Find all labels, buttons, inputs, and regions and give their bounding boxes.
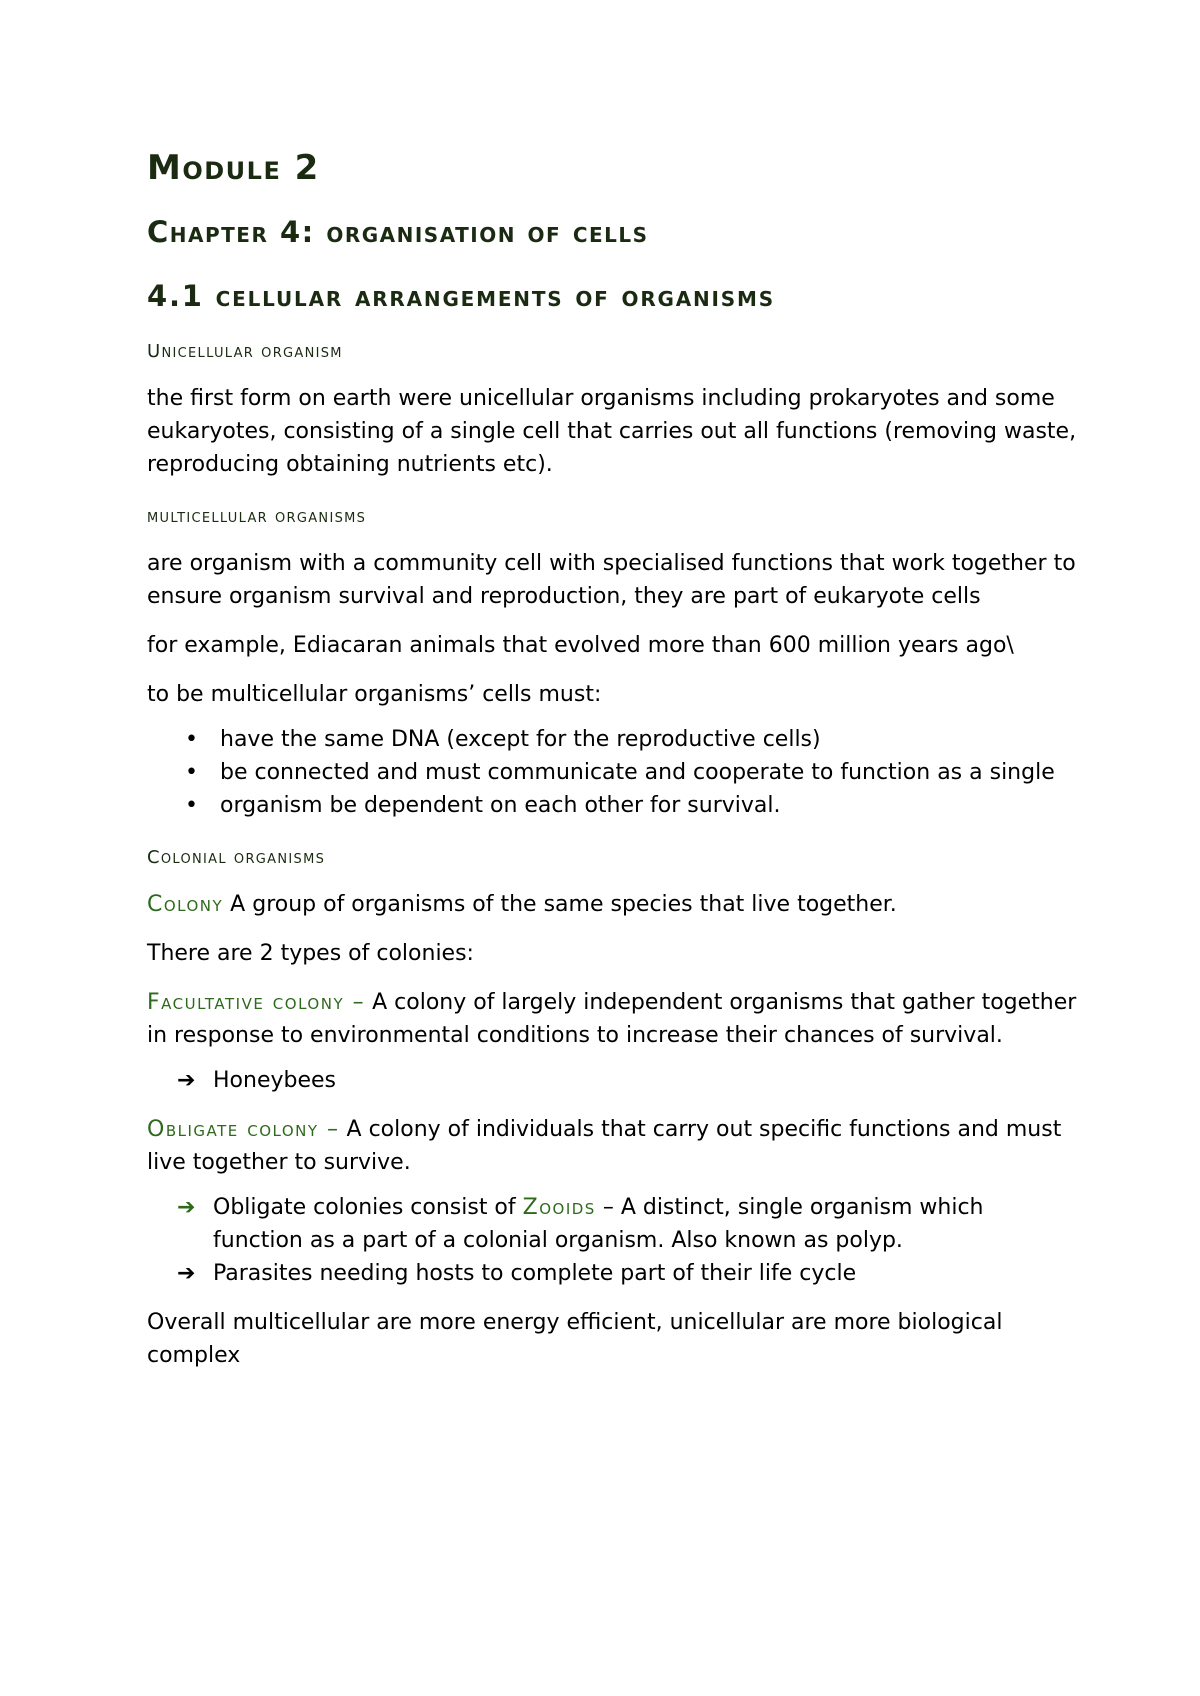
requirements-list: [147, 723, 1077, 822]
arrow-icon: ➔: [177, 1068, 196, 1093]
document-content: [147, 148, 1077, 1372]
list-item-text: organism be dependent on each other for survival.: [220, 793, 781, 818]
colonial-heading: Colonial organisms: [147, 847, 326, 868]
obligate-examples: [147, 1191, 1077, 1290]
bullet-icon: •: [185, 760, 198, 785]
multicellular-paragraph: are organism with a community cell with specialised functions that work together to ensure organism survival and reproduction, they are part of eukaryote cells: [147, 551, 1076, 609]
facultative-term: Facultative colony –: [147, 990, 366, 1015]
module-title: Module 2: [147, 148, 320, 188]
list-item: [147, 1064, 1077, 1097]
requirements-intro: to be multicellular organisms’ cells must:: [147, 682, 602, 707]
zooids-term: Zooids: [522, 1195, 596, 1220]
colony-definition: [147, 888, 1077, 921]
list-item: [147, 789, 1077, 822]
zooids-intro: Obligate colonies consist of: [213, 1195, 523, 1220]
list-item: [147, 756, 1077, 789]
example-paragraph: for example, Ediacaran animals that evolved more than 600 million years ago\: [147, 633, 1014, 658]
obligate-definition-text: A colony of individuals that carry out specific functions and must live together to survive.: [147, 1117, 1062, 1175]
arrow-icon: ➔: [177, 1195, 196, 1220]
list-item: [147, 723, 1077, 756]
list-item-text: be connected and must communicate and cooperate to function as a single: [220, 760, 1055, 785]
bullet-icon: •: [185, 793, 198, 818]
colony-definition-text: A group of organisms of the same species that live together.: [223, 892, 897, 917]
conclusion-paragraph: Overall multicellular are more energy efficient, unicellular are more biological complex: [147, 1310, 1003, 1368]
list-item-text: Honeybees: [213, 1068, 336, 1093]
bullet-icon: •: [185, 727, 198, 752]
colony-types-intro: There are 2 types of colonies:: [147, 941, 474, 966]
list-item-text: have the same DNA (except for the reproductive cells): [220, 727, 821, 752]
list-item: [147, 1191, 1077, 1257]
chapter-title: Chapter 4: organisation of cells: [147, 215, 649, 249]
colony-term: Colony: [147, 892, 224, 917]
obligate-term: Obligate colony –: [147, 1117, 340, 1142]
facultative-examples: [147, 1064, 1077, 1097]
unicellular-heading: Unicellular organism: [147, 341, 343, 362]
list-item-text: Parasites needing hosts to complete part of their life cycle: [213, 1261, 857, 1286]
list-item-text: [213, 1195, 984, 1253]
arrow-icon: ➔: [177, 1261, 196, 1286]
multicellular-heading: multicellular organisms: [147, 506, 367, 527]
obligate-definition: [147, 1113, 1077, 1179]
list-item: [147, 1257, 1077, 1290]
section-title: 4.1 cellular arrangements of organisms: [147, 279, 775, 313]
facultative-definition: [147, 986, 1077, 1052]
facultative-definition-text: A colony of largely independent organisms that gather together in response to environmental conditions to increase their chances of survival.: [147, 990, 1077, 1048]
zooids-definition: – A distinct, single organism which function as a part of a colonial organism. Also known as polyp.: [213, 1195, 984, 1253]
unicellular-paragraph: the first form on earth were unicellular organisms including prokaryotes and some eukaryotes, consisting of a single cell that carries out all functions (removing waste, reproducing obtaining nutrients etc).: [147, 386, 1077, 477]
